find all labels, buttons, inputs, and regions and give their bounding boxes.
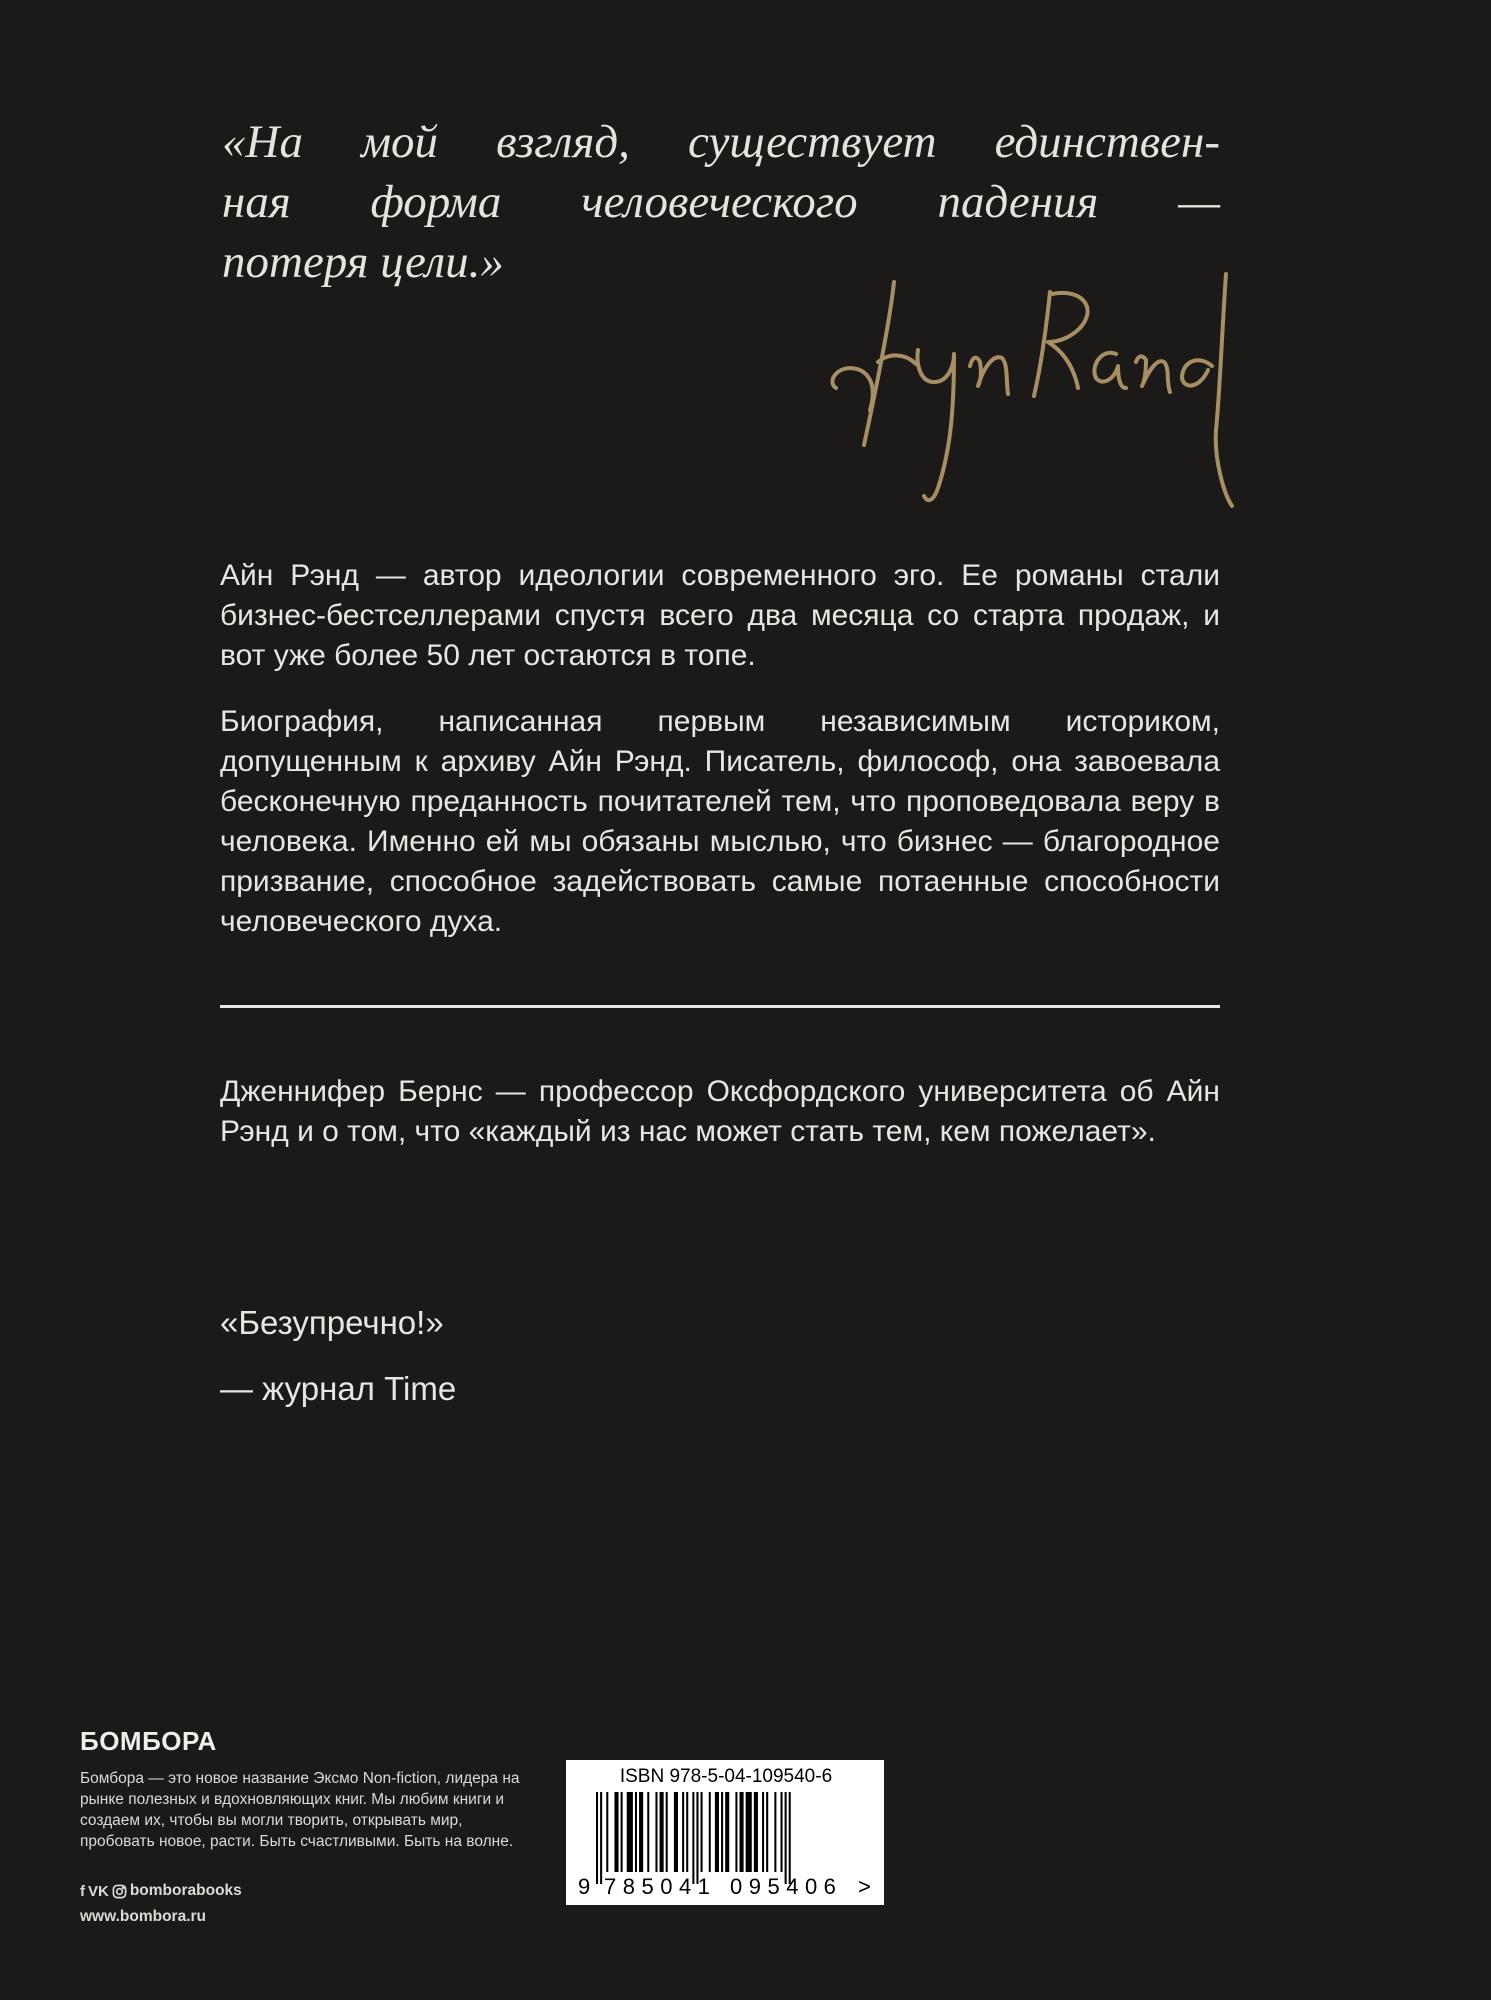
- quote-line-3: потеря цели.»: [222, 236, 504, 288]
- description-paragraph-2: Биография, написанная первым независимым историком, допущенным к архиву Айн Рэнд. Писатель, философ, она завоевала бесконечную преданность почитателей тем, что проповедовала веру в человека. Именно ей мы обязаны мыслью, что бизнес — благородное призвание, способное задействовать самые потаенные способности человеческого духа.: [220, 705, 1220, 938]
- barcode-bar: [660, 1792, 664, 1872]
- barcode-bar: [725, 1792, 729, 1872]
- barcode-bar: [789, 1792, 791, 1884]
- barcode-bar: [709, 1792, 711, 1872]
- barcode-bar: [735, 1792, 737, 1872]
- barcode-bar: [785, 1792, 787, 1884]
- description-paragraph-1: Айн Рэнд — автор идеологии современного эго. Ее романы стали бизнес-бестселлерами спустя всего два месяца со старта продаж, и вот уже более 50 лет остаются в топе.: [220, 559, 1220, 672]
- quote-line-2: ная форма человеческого падения —: [222, 176, 1220, 228]
- barcode-bar: [614, 1792, 618, 1872]
- ayn-rand-signature: [820, 270, 1240, 520]
- publisher-logo: БОМБОРА: [80, 1726, 217, 1756]
- barcode-bar: [682, 1792, 684, 1872]
- facebook-icon: f: [80, 1882, 85, 1900]
- barcode-bar: [781, 1792, 783, 1872]
- quote-line-1: «На мой взгляд, существует единствен-: [222, 116, 1220, 168]
- barcode-bar: [596, 1792, 598, 1884]
- barcode-bar: [721, 1792, 723, 1872]
- section-divider: [220, 1005, 1220, 1008]
- barcode-bar: [674, 1792, 678, 1872]
- social-handle: bomborabooks: [129, 1882, 242, 1899]
- barcode-digit-group-2: 095406: [730, 1874, 843, 1899]
- barcode-bar: [715, 1792, 719, 1872]
- barcode-bar: [740, 1792, 744, 1872]
- social-links: [80, 1882, 242, 1900]
- barcode-bar: [635, 1792, 637, 1872]
- barcode-digit-group-1: 785041: [604, 1874, 717, 1899]
- publisher-blurb: Бомбора — это новое название Эксмо Non-fiction, лидера на рынке полезных и вдохновляющих книг. Мы любим книги и создаем их, чтобы вы могли творить, открывать мир, пробовать новое, расти. Быть счастливыми. Быть на волне.: [80, 1770, 520, 1850]
- barcode-bar: [627, 1792, 633, 1872]
- vk-icon: VK: [88, 1882, 109, 1900]
- barcode-bar: [696, 1792, 698, 1884]
- barcode-bar: [701, 1792, 703, 1872]
- publisher-website: www.bombora.ru: [80, 1908, 207, 1925]
- review-source: — журнал Time: [220, 1370, 457, 1407]
- barcode-bar: [606, 1792, 608, 1872]
- barcode-bar: [666, 1792, 668, 1872]
- isbn-number: ISBN 978-5-04-109540-6: [619, 1766, 833, 1787]
- review-quote: «Безупречно!»: [220, 1304, 444, 1341]
- barcode-bar: [692, 1792, 694, 1884]
- barcode-digits: [566, 1874, 884, 1900]
- barcode-bar: [774, 1792, 776, 1872]
- barcode-bar: [686, 1792, 688, 1872]
- barcode-bar: [655, 1792, 657, 1872]
- barcode-bar: [621, 1792, 623, 1872]
- barcode-bar: [766, 1792, 768, 1872]
- barcode-bar: [647, 1792, 649, 1872]
- epigraph-quote: [222, 112, 1220, 292]
- instagram-icon: [112, 1884, 127, 1899]
- barcode-bar: [754, 1792, 758, 1872]
- barcode-bar: [746, 1792, 752, 1872]
- author-note: Дженнифер Бернс — профессор Оксфордского университета об Айн Рэнд и о том, что «каждый из нас может стать тем, кем пожелает».: [220, 1075, 1220, 1148]
- barcode-bar: [639, 1792, 643, 1872]
- barcode-digit-first: 9: [578, 1874, 591, 1899]
- barcode-digit-end: >: [858, 1874, 871, 1899]
- barcode-bar: [762, 1792, 764, 1872]
- isbn-barcode: [566, 1760, 884, 1905]
- barcode-bar: [600, 1792, 602, 1884]
